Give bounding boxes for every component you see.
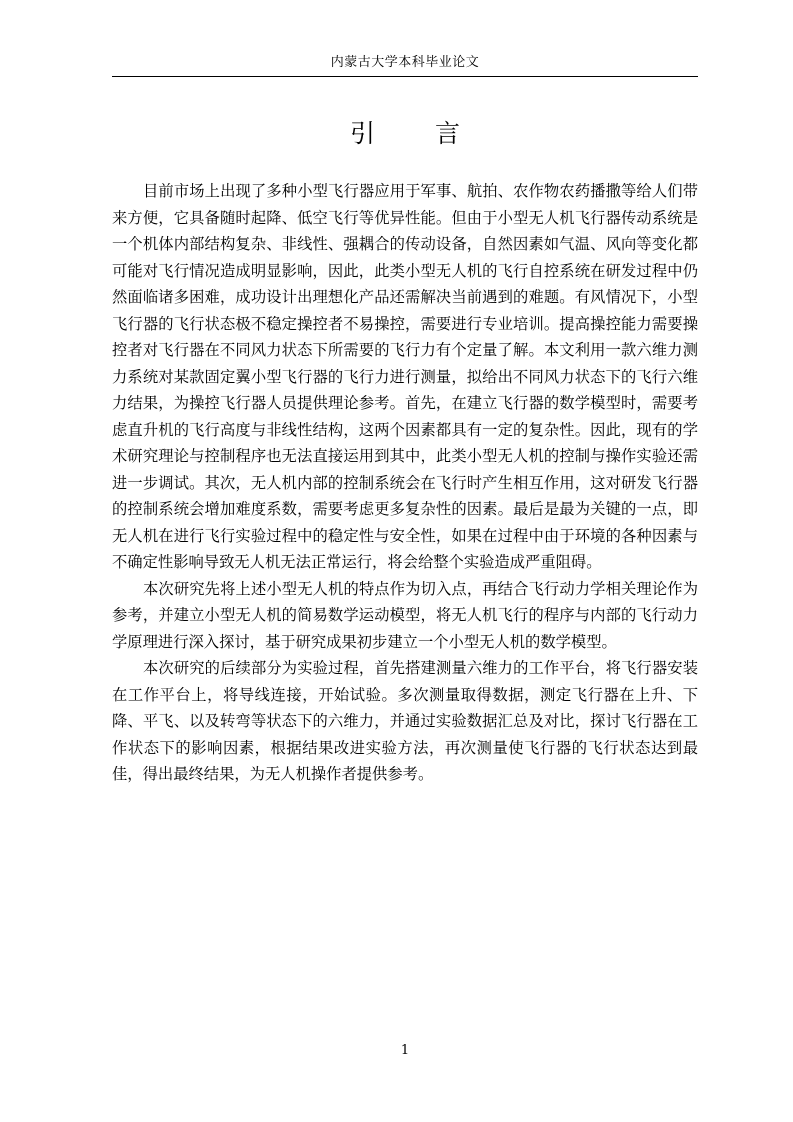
paragraph-2: 本次研究先将上述小型无人机的特点作为切入点，再结合飞行动力学相关理论作为参考，并建立小型无人机的简易数学运动模型，将无人机飞行的程序与内部的飞行动力学原理进行深入探讨，基于研究成果初步建立一个小型无人机的数学模型。 (112, 579, 698, 651)
header-rule (112, 76, 698, 77)
body-text (112, 178, 698, 788)
paragraph-1: 目前市场上出现了多种小型飞行器应用于军事、航拍、农作物农药播撒等给人们带来方便，它具备随时起降、低空飞行等优异性能。但由于小型无人机飞行器传动系统是一个机体内部结构复杂、非线性、强耦合的传动设备，自然因素如气温、风向等变化都可能对飞行情况造成明显影响，因此，此类小型无人机的飞行自控系统在研发过程中仍然面临诸多困难，成功设计出理想化产品还需解决当前遇到的难题。有风情况下，小型飞行器的飞行状态极不稳定操控者不易操控，需要进行专业培训。提高操控能力需要操控者对飞行器在不同风力状态下所需要的飞行力有个定量了解。本文利用一款六维力测力系统对某款固定翼小型飞行器的飞行力进行测量，拟给出不同风力状态下的飞行六维力结果，为操控飞行器人员提供理论参考。首先，在建立飞行器的数学模型时，需要考虑直升机的飞行高度与非线性结构，这两个因素都具有一定的复杂性。因此，现有的学术研究理论与控制程序也无法直接运用到其中，此类小型无人机的控制与操作实验还需进一步调试。其次，无人机内部的控制系统会在飞行时产生相互作用，这对研发飞行器的控制系统会增加难度系数，需要考虑更多复杂性的因素。最后是最为关键的一点，即无人机在进行飞行实验过程中的稳定性与安全性，如果在过程中由于环境的各种因素与不确定性影响导致无人机无法正常运行，将会给整个实验造成严重阻碍。 (112, 182, 698, 571)
section-title: 引 言 (350, 119, 486, 148)
page-number: 1 (400, 1043, 410, 1058)
running-header: 内蒙古大学本科毕业论文 (330, 55, 480, 70)
paragraph-3: 本次研究的后续部分为实验过程，首先搭建测量六维力的工作平台，将飞行器安装在工作平台上，将导线连接，开始试验。多次测量取得数据，测定飞行器在上升、下降、平飞、以及转弯等状态下的六维力，并通过实验数据汇总及对比，探讨飞行器在工作状态下的影响因素，根据结果改进实验方法，再次测量使飞行器的飞行状态达到最佳，得出最终结果，为无人机操作者提供参考。 (112, 659, 698, 783)
